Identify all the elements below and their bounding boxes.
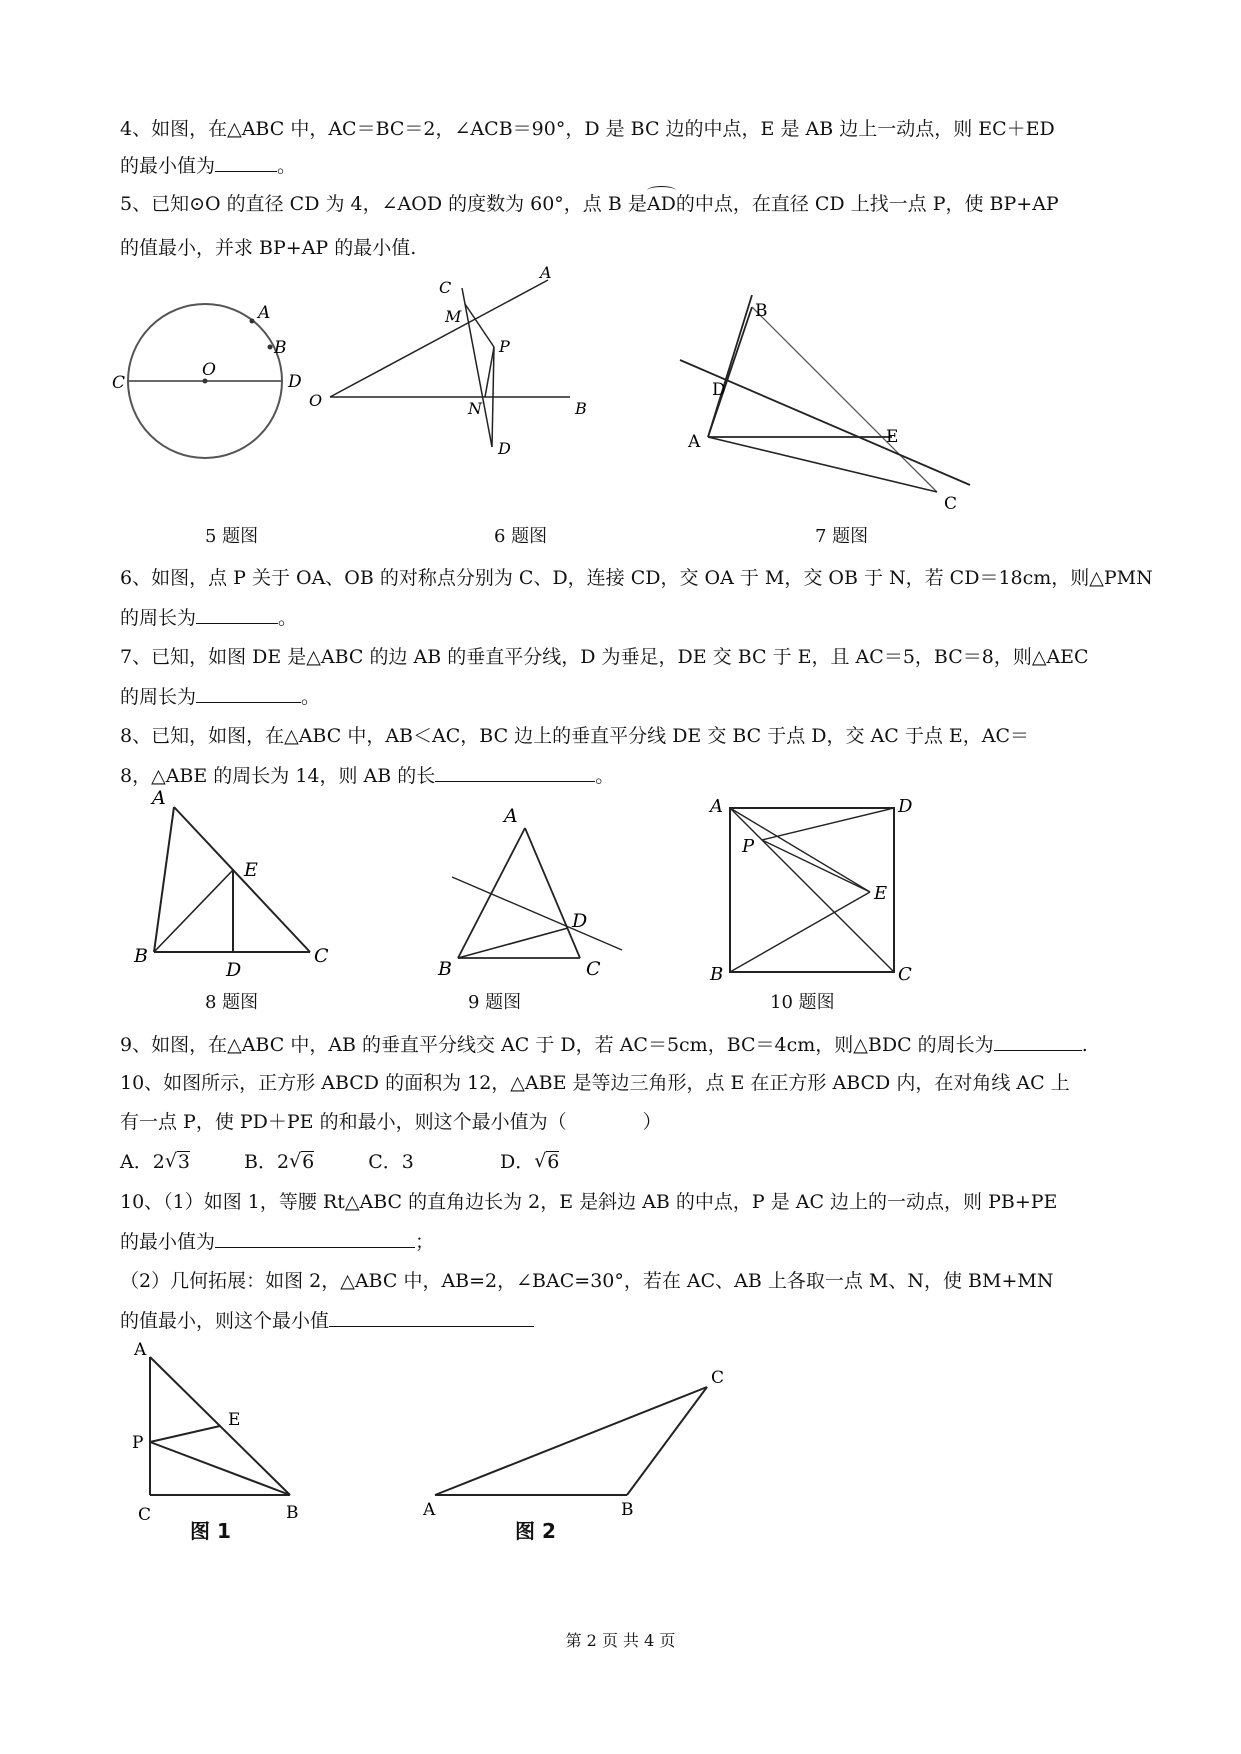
fig10-label-c: C (898, 964, 912, 985)
figp2-label-a: A (423, 1500, 436, 1515)
fig8-label-a: A (152, 787, 166, 809)
page-footer: 第 2 页 共 4 页 (565, 1631, 676, 1650)
figure-8 (130, 780, 340, 980)
q7-answer-blank[interactable] (196, 684, 301, 703)
fig9-label-b: B (438, 958, 452, 980)
q4-answer-blank[interactable] (215, 153, 277, 172)
q5-text-b: 的中点，在直径 CD 上找一点 P，使 BP+AP (675, 193, 1059, 215)
q10-option-d-radicand: 6 (547, 1151, 560, 1173)
fig6-label-p: P (499, 337, 510, 356)
q10-option-b-label: B．2 (244, 1151, 290, 1173)
fig6-label-c: C (439, 278, 452, 297)
q10b-line2-text: 的最小值为 (120, 1231, 216, 1253)
q9-answer-blank[interactable] (994, 1032, 1082, 1051)
fig5-label-d: D (288, 372, 302, 392)
q10b-line1: 10、（1）如图 1，等腰 Rt△ABC 的直角边长为 2，E 是斜边 AB 的中点，P 是 AC 边上的一动点，则 PB+PE (120, 1191, 1058, 1213)
fig10-label-e: E (874, 883, 888, 904)
q8-line1: 8、已知，如图，在△ABC 中，AB＜AC，BC 边上的垂直平分线 DE 交 BC 于点 D，交 AC 于点 E，AC＝ (120, 725, 1030, 747)
caption-fig7: 7 题图 (815, 526, 869, 547)
q5-line2: 的值最小，并求 BP+AP 的最小值. (120, 237, 417, 259)
figp1-label-b: B (286, 1503, 299, 1523)
fig6-label-d: D (498, 439, 511, 458)
figp1-label-e: E (228, 1410, 241, 1430)
figp1-label-a: A (134, 1340, 147, 1360)
q10-option-c[interactable]: C．3 (368, 1151, 414, 1173)
fig6-label-n: N (468, 399, 482, 418)
caption-fig5: 5 题图 (205, 526, 259, 547)
q10b-answer-blank-2[interactable] (329, 1308, 534, 1327)
fig9-label-c: C (586, 958, 601, 980)
sqrt-6-b (291, 1150, 314, 1174)
fig6-label-a: A (540, 263, 552, 282)
figure-9 (430, 795, 640, 995)
fig5-label-b: B (274, 338, 287, 358)
q5-line1 (120, 192, 1059, 216)
caption-fig10: 10 题图 (770, 992, 835, 1013)
fig8-label-e: E (244, 859, 258, 881)
q6-line2-end: 。 (278, 607, 298, 629)
q8-answer-blank[interactable] (435, 763, 595, 782)
fig7-label-b: B (755, 301, 768, 321)
q10b-line3: （2）几何拓展：如图 2，△ABC 中，AB=2，∠BAC=30°，若在 AC、AB 上各取一点 M、N，使 BM+MN (120, 1270, 1054, 1292)
caption-figure-1: 图 1 (190, 1519, 231, 1543)
q6-answer-blank[interactable] (196, 605, 278, 624)
fig6-label-o: O (309, 391, 323, 410)
fig8-label-b: B (134, 945, 148, 967)
q6-line1: 6、如图，点 P 关于 OA、OB 的对称点分别为 C、D，连接 CD，交 OA 于 M，交 OB 于 N，若 CD＝18cm，则△PMN (120, 567, 1153, 589)
figp2-label-c: C (711, 1368, 725, 1388)
fig7-label-e: E (886, 427, 899, 447)
fig5-label-c: C (112, 373, 126, 393)
q7-line1: 7、已知，如图 DE 是△ABC 的边 AB 的垂直平分线，D 为垂足，DE 交 BC 于 E，且 AC＝5，BC＝8，则△AEC (120, 646, 1089, 668)
q10-option-d[interactable] (500, 1151, 559, 1173)
q5-text-a: 5、已知⊙O 的直径 CD 为 4，∠AOD 的度数为 60°，点 B 是 (120, 193, 647, 215)
fig10-label-p: P (742, 836, 755, 857)
fig8-label-d: D (226, 959, 242, 980)
caption-fig8: 8 题图 (205, 992, 259, 1013)
q9-text: 9、如图，在△ABC 中，AB 的垂直平分线交 AC 于 D，若 AC＝5cm，BC＝4cm，则△BDC 的周长为 (120, 1034, 994, 1056)
sqrt-6-d (536, 1150, 559, 1174)
fig7-label-d: D (712, 380, 726, 400)
q10b-line4-text: 的值最小，则这个最小值 (120, 1310, 330, 1332)
fig10-label-a: A (710, 796, 723, 817)
fig6-label-m: M (445, 307, 462, 326)
figp1-label-p: P (132, 1433, 144, 1453)
fig7-label-a: A (688, 432, 701, 452)
q10-option-a[interactable] (120, 1151, 190, 1173)
q7-line2 (120, 684, 320, 709)
figp1-label-c: C (138, 1505, 152, 1525)
q4-line2-text: 的最小值为 (120, 155, 216, 177)
caption-figure-2: 图 2 (515, 1519, 556, 1543)
fig10-label-b: B (710, 964, 724, 985)
q10b-answer-blank-1[interactable] (215, 1229, 415, 1248)
q9-line1 (120, 1032, 1088, 1057)
caption-fig9: 9 题图 (468, 992, 522, 1013)
q10b-line4 (120, 1308, 534, 1333)
q4-line1: 4、如图，在△ABC 中，AC＝BC＝2，∠ACB＝90°，D 是 BC 边的中点，E 是 AB 边上一动点，则 EC＋ED (120, 118, 1055, 140)
q7-line2-end: 。 (301, 686, 321, 708)
q5-arc-ad: AD (646, 193, 676, 215)
fig8-label-c: C (314, 945, 329, 967)
q6-line2-text: 的周长为 (120, 607, 197, 629)
fig6-label-b: B (575, 399, 587, 418)
fig10-label-d: D (898, 796, 913, 817)
q10-option-a-radicand: 3 (177, 1151, 190, 1173)
figure-5-circle (110, 295, 310, 465)
q8-line2-text: 8，△ABE 的周长为 14，则 AB 的长 (120, 765, 436, 787)
figure-7 (660, 295, 980, 515)
q10b-line2-end: ； (415, 1231, 435, 1253)
fig9-label-d: D (572, 910, 588, 932)
q10-option-a-label: A．2 (120, 1151, 165, 1173)
fig5-label-a: A (258, 303, 271, 323)
q4-line2 (120, 153, 296, 178)
q10-line2: 有一点 P，使 PD＋PE 的和最小，则这个最小值为（ ） (120, 1111, 662, 1133)
q10-option-d-label: D． (499, 1151, 535, 1173)
figure-6 (305, 260, 605, 470)
q10-option-b[interactable] (244, 1151, 314, 1173)
q10-line1: 10、如图所示，正方形 ABCD 的面积为 12，△ABE 是等边三角形，点 E 在正方形 ABCD 内，在对角线 AC 上 (120, 1072, 1070, 1094)
sqrt-3-a (167, 1150, 190, 1174)
figure-10 (700, 790, 930, 990)
fig7-label-c: C (944, 494, 958, 514)
q10-options (120, 1150, 559, 1174)
q8-line2-end: 。 (595, 765, 615, 787)
q10b-line2 (120, 1229, 434, 1254)
q10-option-b-radicand: 6 (302, 1151, 315, 1173)
fig5-label-o: O (202, 360, 216, 380)
q6-line2 (120, 605, 297, 630)
caption-fig6: 6 题图 (494, 526, 548, 547)
q4-line2-end: 。 (277, 155, 297, 177)
figure-2-triangle (415, 1355, 755, 1515)
figp2-label-b: B (621, 1500, 634, 1515)
fig9-label-a: A (504, 805, 518, 827)
q7-line2-text: 的周长为 (120, 686, 197, 708)
q9-end: . (1081, 1034, 1088, 1056)
